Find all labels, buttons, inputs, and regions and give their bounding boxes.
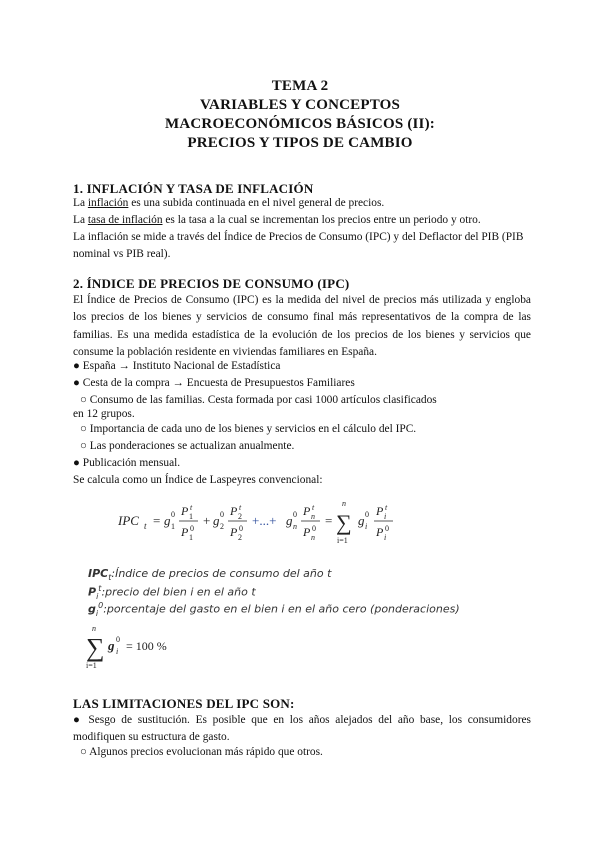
svg-text:0: 0	[365, 510, 369, 519]
subbullet-household-consumption: ○ Consumo de las familias. Cesta formada por casi 1000 artículos clasificados	[80, 394, 437, 406]
svg-text:i: i	[116, 647, 119, 656]
svg-text:i: i	[384, 533, 387, 542]
bullet-shopping-basket: ● Cesta de la compra → Encuesta de Presupuestos Familiares	[73, 377, 355, 389]
svg-text:2: 2	[238, 533, 242, 542]
svg-text:1: 1	[189, 533, 193, 542]
laspeyres-formula	[118, 497, 448, 547]
svg-text:+...+: +...+	[252, 513, 277, 528]
chapter-title-line-3: PRECIOS Y TIPOS DE CAMBIO	[187, 135, 413, 151]
term-tasa-inflacion: tasa de inflación	[87, 214, 163, 226]
svg-text:t: t	[312, 503, 315, 512]
bullet-substitution-bias: ● Sesgo de sustitución. Es posible que en los años alejados del año base, los consumidores modifiquen su estructura de gasto.	[73, 714, 531, 744]
svg-text:t: t	[144, 521, 147, 531]
subbullet-importance: ○ Importancia de cada uno de los bienes y servicios en el cálculo del IPC.	[80, 423, 417, 435]
svg-text:i: i	[384, 512, 387, 521]
weights-sum-equation	[84, 622, 204, 670]
svg-text:g: g	[286, 513, 293, 528]
svg-text:1: 1	[171, 522, 175, 531]
subbullet-weights: ○ Las ponderaciones se actualizan anualmente.	[80, 440, 295, 452]
svg-text:0: 0	[190, 524, 194, 533]
chapter-title-line-2: MACROECONÓMICOS BÁSICOS (II):	[165, 116, 435, 132]
svg-text:g: g	[213, 513, 220, 528]
term-inflacion: inflación	[87, 197, 129, 209]
svg-text:0: 0	[385, 524, 389, 533]
svg-text:0: 0	[312, 524, 316, 533]
svg-text:P: P	[303, 525, 311, 539]
svg-text:=: =	[325, 513, 333, 528]
subbullet-price-evolution: ○ Algunos precios evolucionan más rápido que otros.	[80, 746, 323, 758]
formula-lhs: IPC	[118, 513, 139, 528]
inflation-rate-definition: La tasa de inflación es la tasa a la cual se incrementan los precios entre un periodo y otro.	[73, 214, 481, 226]
svg-text:2: 2	[220, 522, 224, 531]
svg-text:+: +	[203, 513, 211, 528]
svg-text:n: n	[92, 624, 96, 633]
svg-text:=: =	[153, 513, 161, 528]
chapter-number: TEMA 2	[271, 78, 329, 94]
svg-text:t: t	[239, 503, 242, 512]
svg-text:0: 0	[116, 635, 120, 644]
svg-text:t: t	[385, 503, 388, 512]
svg-text:i=1: i=1	[86, 661, 97, 670]
svg-text:∑: ∑	[86, 633, 105, 662]
svg-text:n: n	[342, 499, 346, 508]
svg-text:P: P	[181, 525, 189, 539]
svg-text:2: 2	[238, 512, 242, 521]
bullet-monthly-publication: ● Publicación mensual.	[73, 457, 181, 469]
section-2-heading: 2. ÍNDICE DE PRECIOS DE CONSUMO (IPC)	[73, 276, 350, 291]
svg-text:P: P	[376, 525, 384, 539]
svg-text:P: P	[303, 504, 311, 518]
svg-text:i=1: i=1	[337, 536, 348, 545]
svg-text:t: t	[190, 503, 193, 512]
inflation-definition: La inflación es una subida continuada en el nivel general de precios.	[73, 197, 385, 209]
svg-text:g: g	[108, 638, 115, 653]
note-weights: $g_i^0:porcentaje$ del gasto en el bien i en el año cero (ponderaciones)	[88, 601, 460, 618]
svg-text:P: P	[230, 525, 238, 539]
svg-text:= 100 %: = 100 %	[126, 639, 167, 653]
svg-text:∑: ∑	[336, 510, 352, 535]
svg-text:g: g	[358, 513, 365, 528]
svg-text:0: 0	[239, 524, 243, 533]
svg-text:P: P	[230, 504, 238, 518]
subbullet-household-consumption-cont: en 12 grupos.	[73, 408, 135, 420]
svg-text:n: n	[311, 533, 315, 542]
section-3-heading: LAS LIMITACIONES DEL IPC SON:	[73, 696, 295, 711]
svg-text:n: n	[311, 512, 315, 521]
svg-text:i: i	[365, 522, 368, 531]
inflation-measurement: La inflación se mide a través del Índice de Precios de Consumo (IPC) y del Deflactor del PIB (PIB nominal vs PIB real).	[73, 231, 524, 261]
section-1-heading: 1. INFLACIÓN Y TASA DE INFLACIÓN	[73, 181, 314, 196]
note-ipc: $IPC_t:Índice$ de precios de consumo del año t	[88, 567, 332, 583]
note-price: $P_i^t:precio$ del bien i en el año t	[88, 584, 256, 601]
bullet-spain-ine: ● España → Instituto Nacional de Estadística	[73, 360, 281, 372]
svg-text:P: P	[181, 504, 189, 518]
chapter-title-line-1: VARIABLES Y CONCEPTOS	[199, 97, 401, 113]
svg-text:0: 0	[171, 510, 175, 519]
svg-text:0: 0	[220, 510, 224, 519]
svg-text:n: n	[293, 522, 297, 531]
ipc-intro-paragraph: El Índice de Precios de Consumo (IPC) es la medida del nivel de precios más utilizada y engloba los precios de los bienes y servicios de consumo final más representativos de la compra de las familias. Es una medida estadística de la evolución de los precios de los bienes y servicios que consume la población residente en viviendas familiares en España.	[73, 294, 531, 358]
svg-text:1: 1	[189, 512, 193, 521]
svg-text:P: P	[376, 504, 384, 518]
svg-text:g: g	[164, 513, 171, 528]
laspeyres-intro: Se calcula como un Índice de Laspeyres convencional:	[73, 474, 323, 486]
svg-text:0: 0	[293, 510, 297, 519]
